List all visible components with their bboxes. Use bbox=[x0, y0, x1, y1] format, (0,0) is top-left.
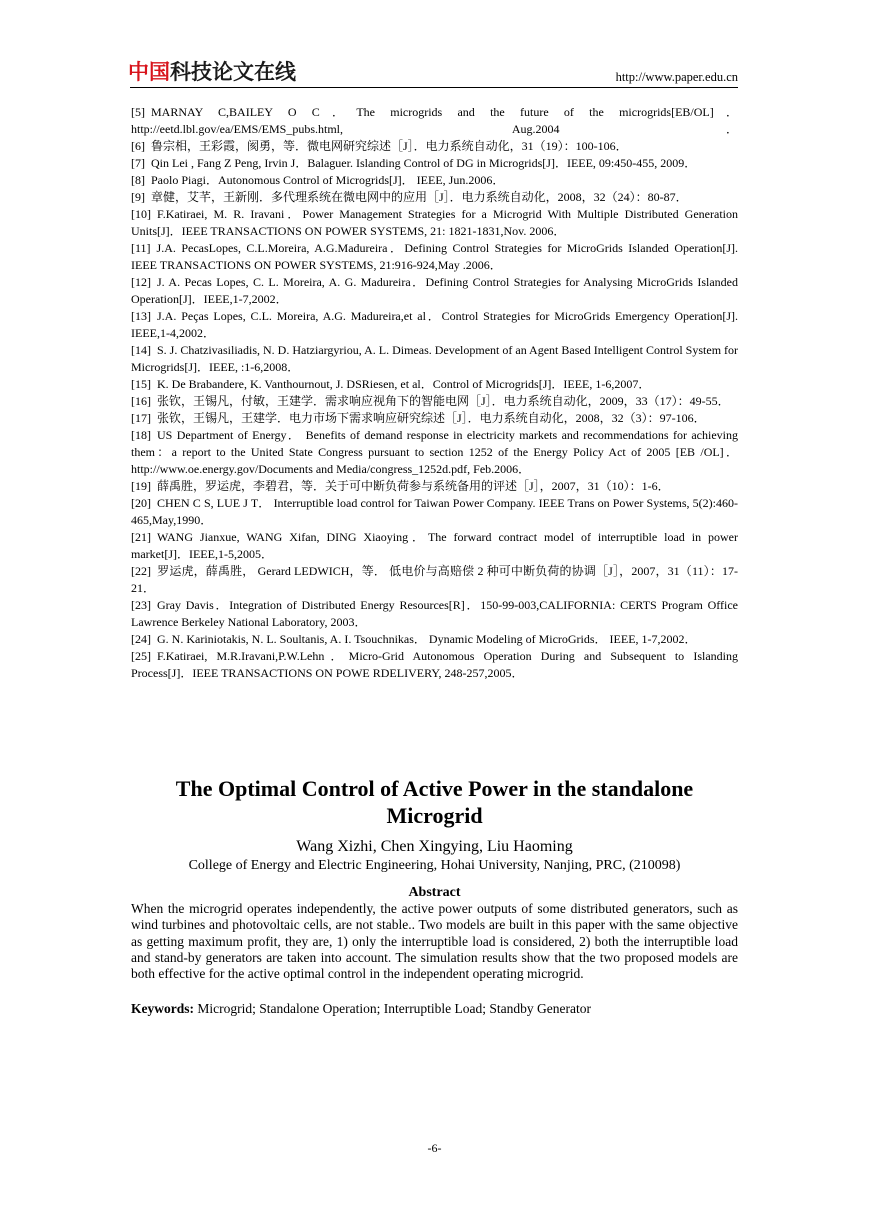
reference-item bbox=[131, 172, 738, 189]
reference-text: US Department of Energy． Benefits of demand response in electricity markets and recommendations for achieving them：a report to the United State Congress pursuant to section 1252 of the Energy Policy Act of 2005 [EB /OL]．http://www.oe.energy.gov/Documents and Media/congress_1252d.pdf, Feb.2006． bbox=[131, 428, 738, 476]
abstract-text: When the microgrid operates independently, the active power outputs of some distributed generators, such as wind turbines and photovoltaic cells, are not stable.. Two models are built in this paper with the same objective as getting maximum profit, they are, 1) only the interruptible load is considered, 2) both the interruptible load and stand-by generators are taken into account. The simulation results show that the two proposed models are both effective for the active optimal control in the independent operating microgrid. bbox=[131, 901, 738, 982]
reference-item bbox=[131, 563, 738, 597]
page-number: -6- bbox=[427, 1141, 442, 1155]
reference-number: [18] bbox=[131, 428, 151, 442]
reference-number: [13] bbox=[131, 309, 151, 323]
reference-item bbox=[131, 240, 738, 274]
reference-number: [12] bbox=[131, 275, 151, 289]
reference-number: [22] bbox=[131, 564, 151, 578]
reference-item bbox=[131, 155, 738, 172]
reference-number: [19] bbox=[131, 479, 151, 493]
reference-number: [6] bbox=[131, 139, 145, 153]
reference-item bbox=[131, 631, 738, 648]
header-rule bbox=[130, 87, 738, 88]
reference-item bbox=[131, 597, 738, 631]
affiliation: College of Energy and Electric Engineering, Hohai University, Nanjing, PRC, (210098) bbox=[188, 858, 681, 873]
reference-text: J.A. PecasLopes, C.L.Moreira, A.G.Madureira．Defining Control Strategies for MicroGrids Islanded Operation[J]. IEEE TRANSACTIONS ON POWER SYSTEMS, 21:916-924,May .2006． bbox=[131, 241, 738, 272]
reference-text: J. A. Pecas Lopes, C. L. Moreira, A. G. Madureira．Defining Control Strategies for Analysing MicroGrids Islanded Operation[J]．IEEE,1-7,2002． bbox=[131, 275, 738, 306]
reference-item bbox=[131, 189, 738, 206]
reference-item bbox=[131, 376, 738, 393]
reference-list bbox=[131, 104, 738, 682]
reference-item bbox=[131, 342, 738, 376]
reference-number: [10] bbox=[131, 207, 151, 221]
reference-number: [17] bbox=[131, 411, 151, 425]
reference-item bbox=[131, 529, 738, 563]
reference-item bbox=[131, 427, 738, 478]
logo-text-red: 中国 bbox=[128, 60, 170, 84]
reference-text: 章健，艾芊，王新刚．多代理系统在微电网中的应用［J］．电力系统自动化，2008，32（24）：80-87． bbox=[151, 190, 688, 204]
reference-text: MARNAY C,BAILEY O C．The microgrids and the future of the microgrids[EB/OL]．http://eetd.lbl.gov/ea/EMS/EMS_pubs.html, Aug.2004． bbox=[131, 105, 738, 136]
reference-number: [7] bbox=[131, 156, 145, 170]
header-url[interactable]: http://www.paper.edu.cn bbox=[615, 70, 738, 84]
reference-text: F.Katiraei, M. R. Iravani．Power Management Strategies for a Microgrid With Multiple Distributed Generation Units[J]．IEEE TRANSACTIONS ON POWER SYSTEMS, 21: 1821-1831,Nov. 2006． bbox=[131, 207, 738, 238]
reference-text: F.Katiraei, M.R.Iravani,P.W.Lehn．Micro-Grid Autonomous Operation During and Subsequent to Islanding Process[J]．IEEE TRANSACTIONS ON POWE RDELIVERY, 248-257,2005． bbox=[131, 649, 738, 680]
reference-number: [21] bbox=[131, 530, 151, 544]
reference-number: [23] bbox=[131, 598, 151, 612]
reference-text: Gray Davis．Integration of Distributed Energy Resources[R]．150-99-003,CALIFORNIA: CERTS Program Office Lawrence Berkeley National Laboratory, 2003． bbox=[131, 598, 738, 629]
reference-item bbox=[131, 478, 738, 495]
reference-number: [16] bbox=[131, 394, 151, 408]
reference-text: S. J. Chatzivasiliadis, N. D. Hatziargyriou, A. L. Dimeas. Development of an Agent Based Intelligent Control System for Microgrids[J]．IEEE, :1-6,2008． bbox=[131, 343, 739, 374]
reference-number: [20] bbox=[131, 496, 151, 510]
authors: Wang Xizhi, Chen Xingying, Liu Haoming bbox=[296, 838, 573, 855]
reference-item bbox=[131, 274, 738, 308]
title-line-2: Microgrid bbox=[386, 803, 483, 828]
reference-text: 张钦，王锡凡，付敏，王建学．需求响应视角下的智能电网［J］．电力系统自动化，2009，33（17）：49-55． bbox=[157, 394, 730, 408]
reference-text: 罗运虎，薛禹胜， Gerard LEDWICH，等． 低电价与高赔偿 2 种可中断负荷的协调［J］，2007，31（11）：17-21． bbox=[131, 564, 738, 595]
site-logo bbox=[128, 60, 296, 84]
reference-item bbox=[131, 308, 738, 342]
reference-item bbox=[131, 410, 738, 427]
reference-item bbox=[131, 648, 738, 682]
reference-text: J.A. Peças Lopes, C.L. Moreira, A.G. Madureira,et al．Control Strategies for MicroGrids Emergency Operation[J]. IEEE,1-4,2002． bbox=[131, 309, 738, 340]
reference-number: [24] bbox=[131, 632, 151, 646]
reference-item bbox=[131, 206, 738, 240]
reference-item bbox=[131, 393, 738, 410]
reference-number: [5] bbox=[131, 105, 145, 119]
reference-text: Paolo Piagi．Autonomous Control of Microgrids[J]． IEEE, Jun.2006． bbox=[151, 173, 505, 187]
keywords bbox=[131, 1001, 738, 1017]
logo-text-dark: 科技论文在线 bbox=[170, 60, 296, 84]
keywords-label: Keywords: bbox=[131, 1001, 194, 1016]
reference-item bbox=[131, 104, 738, 138]
reference-text: 鲁宗相，王彩霞，阂勇，等．微电网研究综述［J］．电力系统自动化，31（19）：100-106． bbox=[151, 139, 628, 153]
title-line-1: The Optimal Control of Active Power in the standalone bbox=[175, 776, 694, 801]
reference-text: Qin Lei , Fang Z Peng, Irvin J．Balaguer. Islanding Control of DG in Microgrids[J]．IEEE, 09:450-455, 2009． bbox=[151, 156, 697, 170]
reference-number: [9] bbox=[131, 190, 145, 204]
reference-number: [14] bbox=[131, 343, 151, 357]
reference-text: 薛禹胜，罗运虎，李碧君，等．关于可中断负荷参与系统备用的评述［J］，2007，31（10）：1-6． bbox=[157, 479, 670, 493]
reference-number: [8] bbox=[131, 173, 145, 187]
reference-item bbox=[131, 138, 738, 155]
reference-text: CHEN C S, LUE J T． Interruptible load control for Taiwan Power Company. IEEE Trans on Power Systems, 5(2):460-465,May,1990． bbox=[131, 496, 738, 527]
reference-text: WANG Jianxue, WANG Xifan, DING Xiaoying．The forward contract model of interruptible load in power market[J]．IEEE,1-5,2005． bbox=[131, 530, 738, 561]
reference-item bbox=[131, 495, 738, 529]
reference-number: [15] bbox=[131, 377, 151, 391]
reference-text: K. De Brabandere, K. Vanthournout, J. DSRiesen, et al．Control of Microgrids[J]．IEEE, 1-6,2007． bbox=[157, 377, 651, 391]
paper-title bbox=[131, 775, 738, 829]
reference-text: G. N. Kariniotakis, N. L. Soultanis, A. I. Tsouchnikas． Dynamic Modeling of MicroGrids． IEEE, 1-7,2002． bbox=[157, 632, 697, 646]
keywords-text: Microgrid; Standalone Operation; Interruptible Load; Standby Generator bbox=[197, 1001, 592, 1016]
reference-number: [25] bbox=[131, 649, 151, 663]
abstract-heading: Abstract bbox=[408, 885, 461, 900]
reference-number: [11] bbox=[131, 241, 151, 255]
reference-text: 张钦，王锡凡，王建学．电力市场下需求响应研究综述［J］．电力系统自动化，2008，32（3）：97-106． bbox=[157, 411, 706, 425]
